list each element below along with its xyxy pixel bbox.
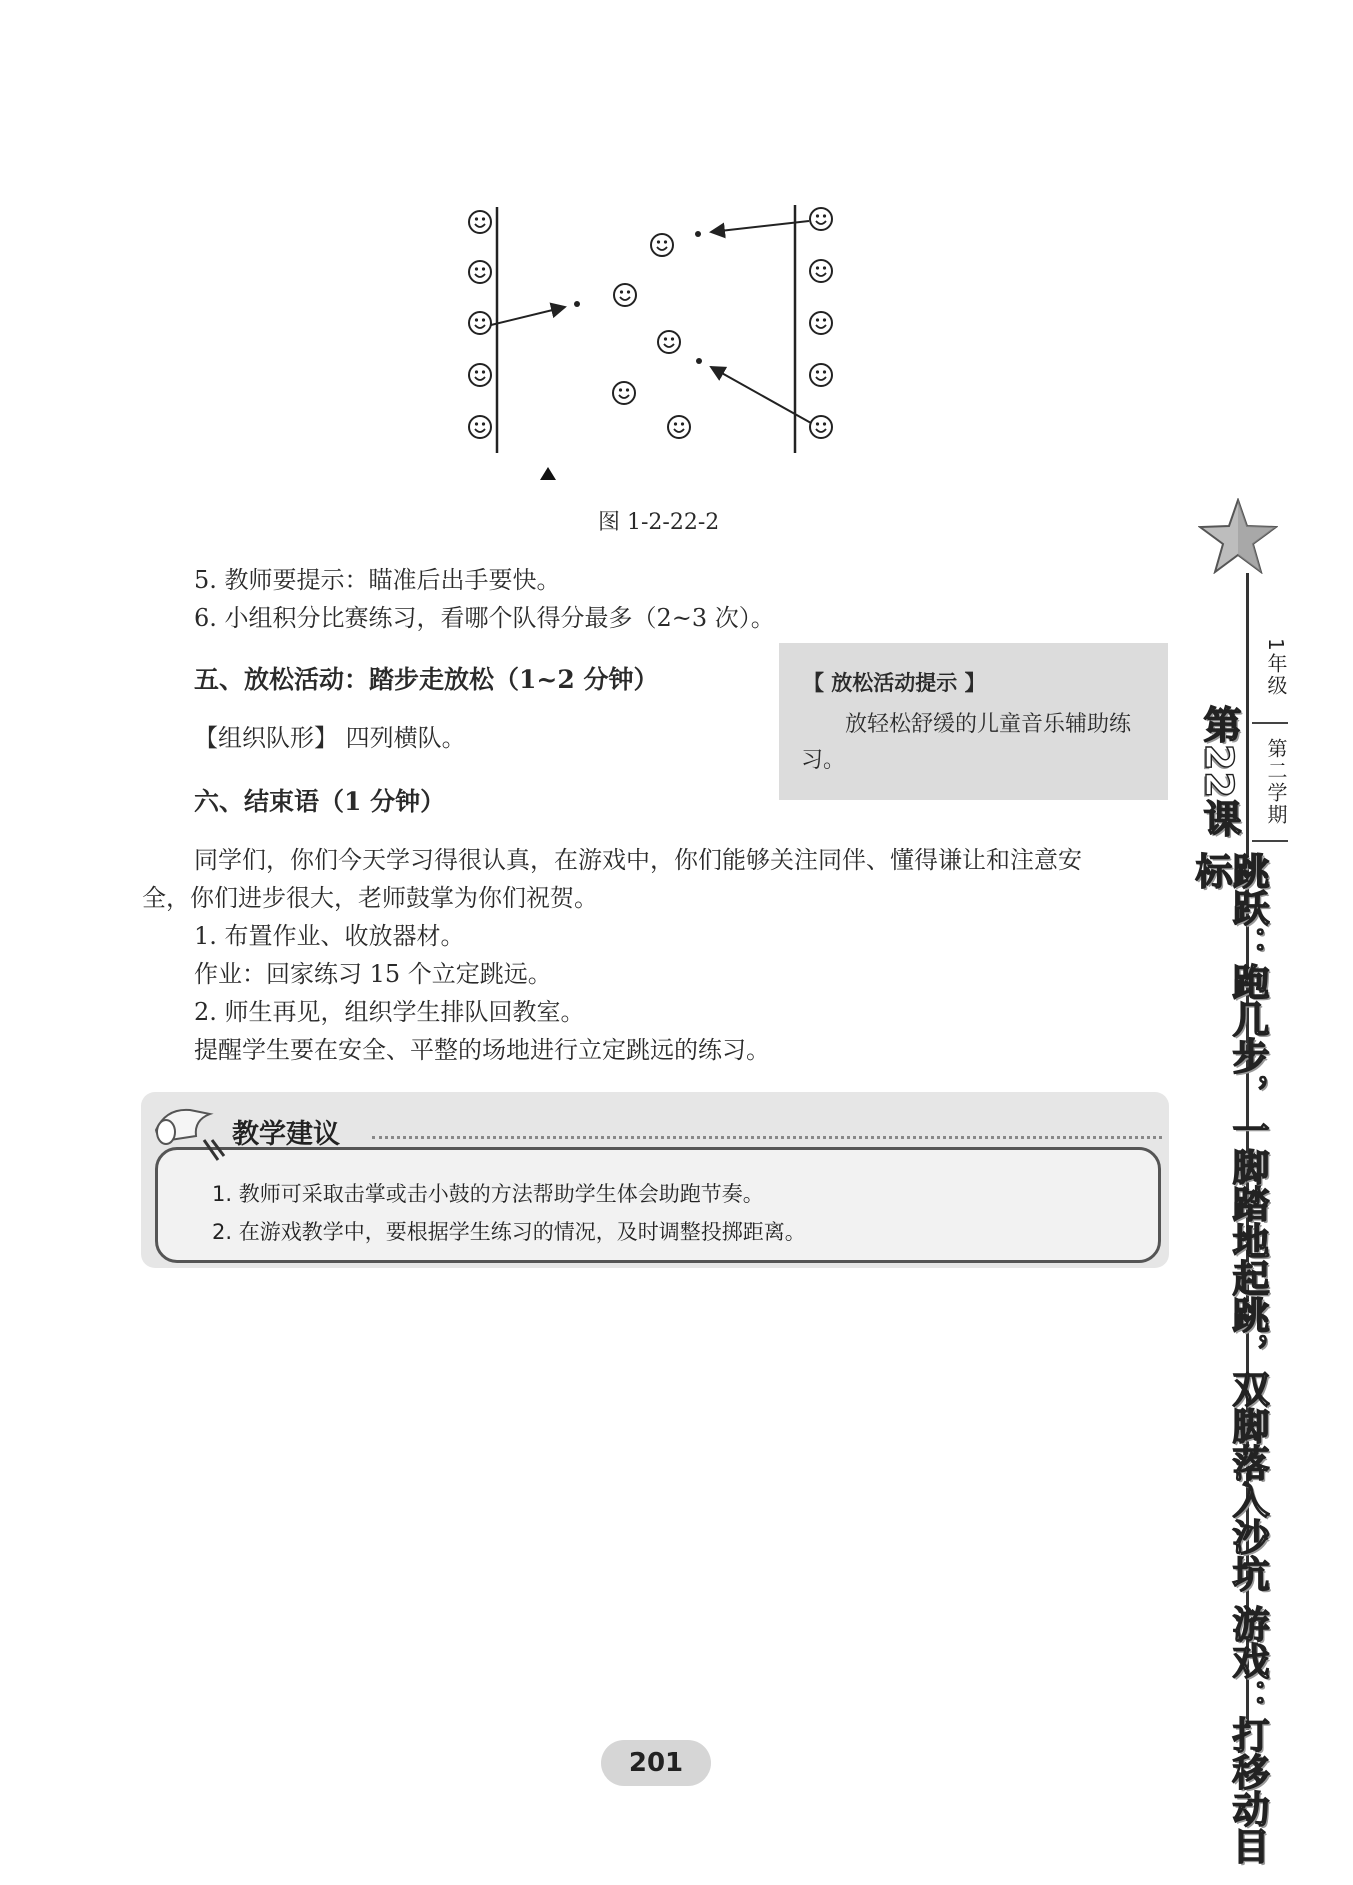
suggestion-2: 2. 在游戏教学中，要根据学生练习的情况，及时调整投掷距离。 <box>212 1220 806 1244</box>
student-left-3 <box>469 312 491 334</box>
target-3 <box>658 331 680 353</box>
scroll-icon <box>146 1100 232 1164</box>
sidebar-lesson: 第22课 <box>1197 705 1241 838</box>
sidebar-separator-1 <box>1252 722 1288 724</box>
student-left-5 <box>469 416 491 438</box>
suggestion-1: 1. 教师可采取击掌或击小鼓的方法帮助学生体会助跑节奏。 <box>212 1182 764 1206</box>
item-5: 5. 教师要提示：瞄准后出手要快。 <box>194 566 561 594</box>
student-left-2 <box>469 261 491 283</box>
teacher-marker <box>540 467 556 480</box>
tip-title: 【 放松活动提示 】 <box>803 671 986 695</box>
star-icon <box>1198 498 1278 574</box>
section5-heading: 五、放松活动：踏步走放松（1~2 分钟） <box>194 665 659 694</box>
homework-text: 作业：回家练习 15 个立定跳远。 <box>194 960 552 988</box>
target-2 <box>614 284 636 306</box>
sidebar-grade: 1年级 <box>1264 638 1288 697</box>
tip-box <box>779 643 1168 800</box>
item-goodbye: 2. 师生再见，组织学生排队回教室。 <box>194 998 585 1026</box>
page-number: 201 <box>601 1740 711 1786</box>
student-right-1 <box>810 208 832 230</box>
target-1 <box>651 234 673 256</box>
student-right-4 <box>810 364 832 386</box>
section5-formation: 【组织队形】 四列横队。 <box>194 724 466 752</box>
throw-arrow-1 <box>491 307 565 325</box>
item-assign-homework: 1. 布置作业、收放器材。 <box>194 922 465 950</box>
sidebar-separator-2 <box>1252 840 1288 842</box>
target-4 <box>613 382 635 404</box>
student-right-3 <box>810 312 832 334</box>
suggestions-title: 教学建议 <box>232 1119 340 1150</box>
figure-caption: 图 1-2-22-2 <box>598 510 720 535</box>
safety-reminder: 提醒学生要在安全、平整的场地进行立定跳远的练习。 <box>194 1036 770 1064</box>
item-6: 6. 小组积分比赛练习，看哪个队得分最多（2~3 次）。 <box>194 604 775 632</box>
tip-body: 放轻松舒缓的儿童音乐辅助练习。 <box>801 712 1132 773</box>
section6-heading: 六、结束语（1 分钟） <box>194 787 446 816</box>
closing-paragraph-line1: 同学们，你们今天学习得很认真，在游戏中，你们能够关注同伴、懂得谦让和注意安 <box>194 846 1082 874</box>
student-right-2 <box>810 260 832 282</box>
closing-paragraph-line2: 全，你们进步很大，老师鼓掌为你们祝贺。 <box>142 884 598 912</box>
student-left-1 <box>469 211 491 233</box>
student-left-4 <box>469 364 491 386</box>
formation-diagram <box>455 195 855 485</box>
student-right-5 <box>810 416 832 438</box>
target-5 <box>668 416 690 438</box>
sidebar-term: 第二学期 <box>1264 738 1288 826</box>
sidebar-topic: 跳跃：跑几步，一脚踏地起跳，双脚落入沙坑 游戏：打移动目标 <box>1189 852 1269 1864</box>
title-dotted-rule <box>372 1136 1162 1139</box>
